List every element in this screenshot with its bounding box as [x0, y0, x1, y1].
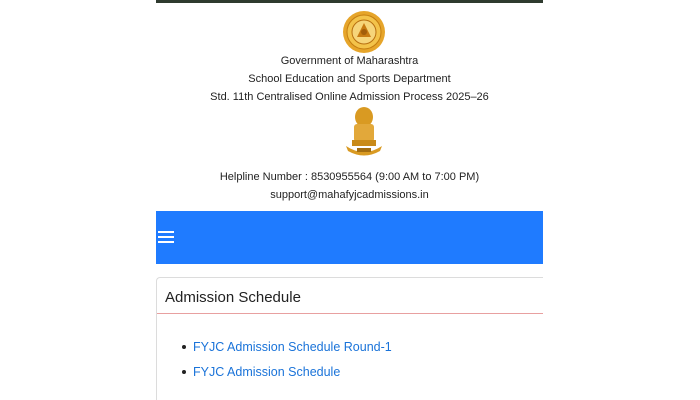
maharashtra-seal-icon [342, 10, 386, 54]
schedule-link[interactable]: FYJC Admission Schedule [193, 365, 341, 379]
header-department-line: School Education and Sports Department [248, 73, 451, 85]
helpline-text: Helpline Number : 8530955564 (9:00 AM to 7:00 PM) [219, 171, 480, 183]
national-emblem-icon [342, 104, 386, 158]
schedule-round1-link[interactable]: FYJC Admission Schedule Round-1 [193, 340, 392, 354]
header-process-line: Std. 11th Centralised Online Admission Process 2025–26 [210, 91, 489, 103]
admission-schedule-card [156, 277, 543, 400]
bullet-icon [182, 345, 186, 349]
page-viewport [156, 0, 543, 400]
list-item [157, 363, 392, 388]
top-strip [156, 0, 543, 3]
top-navbar [156, 211, 543, 264]
hamburger-menu-icon[interactable] [158, 231, 174, 245]
schedule-link-list [157, 338, 392, 388]
card-title: Admission Schedule [165, 289, 301, 306]
support-email[interactable]: support@mahafyjcadmissions.in [270, 189, 429, 201]
card-divider [157, 313, 543, 314]
header-government-line: Government of Maharashtra [280, 55, 419, 67]
bullet-icon [182, 370, 186, 374]
list-item [157, 338, 392, 363]
